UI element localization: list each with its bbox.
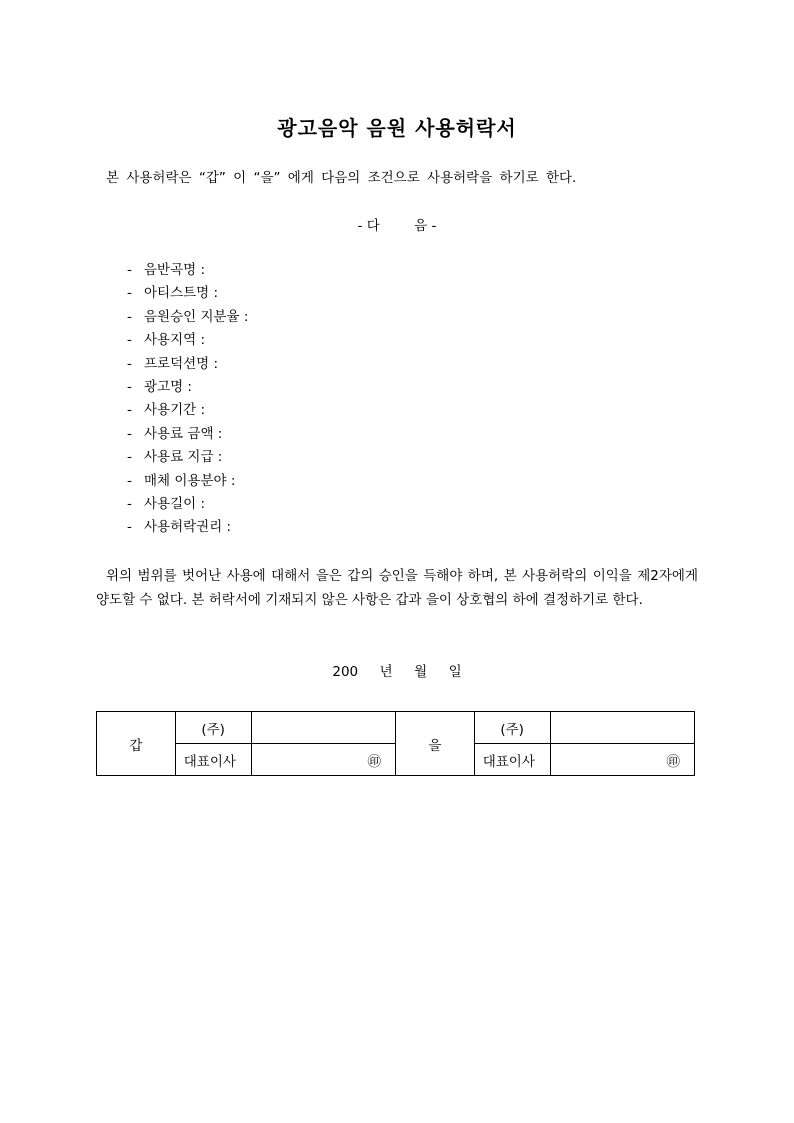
item-label: 음반곡명 : (144, 262, 206, 278)
list-item (127, 493, 248, 516)
list-dash: - (127, 308, 132, 325)
list-dash: - (127, 262, 132, 278)
intro-text: 본 사용허락은 “갑” 이 “을” 에게 다음의 조건으로 사용허락을 하기로 한다. (106, 170, 577, 186)
item-label: 사용길이 : (144, 495, 206, 512)
party-b-seal[interactable]: ㊞ (550, 744, 694, 776)
terms-list (127, 259, 248, 540)
party-b-corp-label: (주) (474, 712, 550, 744)
list-item (127, 306, 248, 329)
party-a-label: 갑 (97, 712, 176, 776)
list-dash: - (127, 378, 132, 395)
list-item (127, 376, 248, 399)
list-dash: - (127, 425, 132, 442)
list-item (127, 399, 248, 422)
list-dash: - (127, 332, 132, 349)
item-label: 사용허락권리 : (144, 519, 232, 536)
list-dash: - (127, 355, 132, 372)
list-dash: - (127, 519, 132, 536)
list-item (127, 423, 248, 446)
item-label: 사용기간 : (144, 402, 206, 419)
item-label: 광고명 : (144, 378, 192, 395)
list-dash: - (127, 285, 132, 302)
party-b-label: 을 (395, 712, 474, 776)
list-item (127, 516, 248, 539)
list-item (127, 282, 248, 305)
body-paragraph: 위의 범위를 벗어난 사용에 대해서 을은 갑의 승인을 득해야 하며, 본 사용허락의 이익을 제2자에게 양도할 수 없다. 본 허락서에 기재되지 않은 사항은 갑과 을이 상호협의 하에 결정하기로 한다. (96, 568, 698, 608)
list-dash: - (127, 449, 132, 466)
list-item (127, 470, 248, 493)
party-a-seal[interactable]: ㊞ (251, 744, 395, 776)
item-label: 아티스트명 : (144, 285, 219, 302)
list-dash: - (127, 495, 132, 512)
item-label: 프로덕션명 : (144, 355, 219, 372)
party-b-corp-field[interactable] (550, 712, 694, 744)
item-label: 사용료 지급 : (144, 449, 223, 466)
section-heading: - 다 음 - (357, 218, 437, 234)
party-a-corp-label: (주) (175, 712, 251, 744)
list-dash: - (127, 472, 132, 489)
list-item (127, 329, 248, 352)
list-item (127, 353, 248, 376)
list-item (127, 446, 248, 469)
item-label: 사용료 금액 : (144, 425, 223, 442)
party-a-rep-label: 대표이사 (175, 744, 251, 776)
party-b-rep-label: 대표이사 (474, 744, 550, 776)
date-line: 200 년 월 일 (332, 664, 462, 680)
signature-table (96, 711, 695, 776)
document-title: 광고음악 음원 사용허락서 (277, 116, 517, 140)
list-item (127, 259, 248, 282)
list-dash: - (127, 402, 132, 419)
item-label: 사용지역 : (144, 332, 206, 349)
item-label: 매체 이용분야 : (144, 472, 236, 489)
party-a-corp-field[interactable] (251, 712, 395, 744)
item-label: 음원승인 지분율 : (144, 308, 249, 325)
